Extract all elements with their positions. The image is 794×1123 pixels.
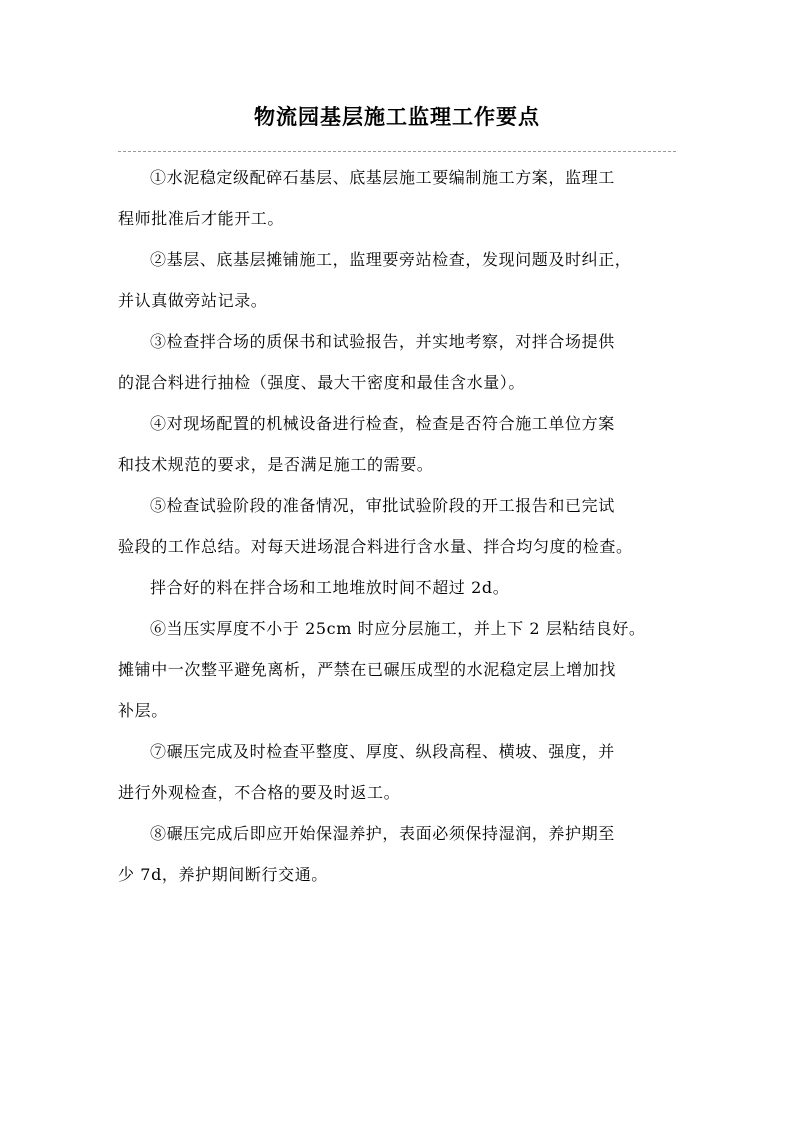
paragraph bbox=[118, 813, 678, 895]
paragraph-line: ④对现场配置的机械设备进行检查，检查是否符合施工单位方案 bbox=[150, 414, 615, 433]
paragraph-line: 并认真做旁站记录。 bbox=[118, 291, 268, 310]
paragraph-line: ②基层、底基层摊铺施工，监理要旁站检查，发现问题及时纠正， bbox=[150, 250, 632, 269]
paragraph-line: 补层。 bbox=[118, 701, 168, 720]
paragraph bbox=[118, 608, 678, 731]
paragraph bbox=[118, 731, 678, 813]
paragraph-line: ⑥当压实厚度不小于 25cm 时应分层施工，并上下 2 层粘结良好。 bbox=[150, 619, 646, 638]
paragraph bbox=[118, 567, 678, 608]
document-body bbox=[118, 157, 678, 895]
paragraph-line: 进行外观检查，不合格的要及时返工。 bbox=[118, 783, 401, 802]
paragraph-line: 的混合料进行抽检（强度、最大干密度和最佳含水量）。 bbox=[118, 373, 526, 392]
paragraph bbox=[118, 403, 678, 485]
paragraph-line: 少 7d，养护期间断行交通。 bbox=[118, 865, 328, 884]
paragraph-line: 程师批准后才能开工。 bbox=[118, 209, 285, 228]
title-divider bbox=[118, 151, 676, 152]
paragraph bbox=[118, 321, 678, 403]
document-title: 物流园基层施工监理工作要点 bbox=[254, 104, 540, 129]
paragraph bbox=[118, 239, 678, 321]
paragraph bbox=[118, 157, 678, 239]
paragraph-line: 和技术规范的要求，是否满足施工的需要。 bbox=[118, 455, 434, 474]
paragraph-line: 验段的工作总结。对每天进场混合料进行含水量、拌合均匀度的检查。 bbox=[118, 537, 633, 556]
paragraph-line: ③检查拌合场的质保书和试验报告，并实地考察，对拌合场提供 bbox=[150, 332, 615, 351]
paragraph-line: ⑦碾压完成及时检查平整度、厚度、纵段高程、横坡、强度，并 bbox=[150, 742, 615, 761]
paragraph-line: 摊铺中一次整平避免离析，严禁在已碾压成型的水泥稳定层上增加找 bbox=[118, 660, 617, 679]
paragraph bbox=[118, 485, 678, 567]
paragraph-line: ⑤检查试验阶段的准备情况，审批试验阶段的开工报告和已完试 bbox=[150, 496, 615, 515]
paragraph-line: ①水泥稳定级配碎石基层、底基层施工要编制施工方案，监理工 bbox=[150, 168, 615, 187]
paragraph-line: ⑧碾压完成后即应开始保湿养护，表面必须保持湿润，养护期至 bbox=[150, 824, 615, 843]
paragraph-line: 拌合好的料在拌合场和工地堆放时间不超过 2d。 bbox=[150, 578, 510, 597]
